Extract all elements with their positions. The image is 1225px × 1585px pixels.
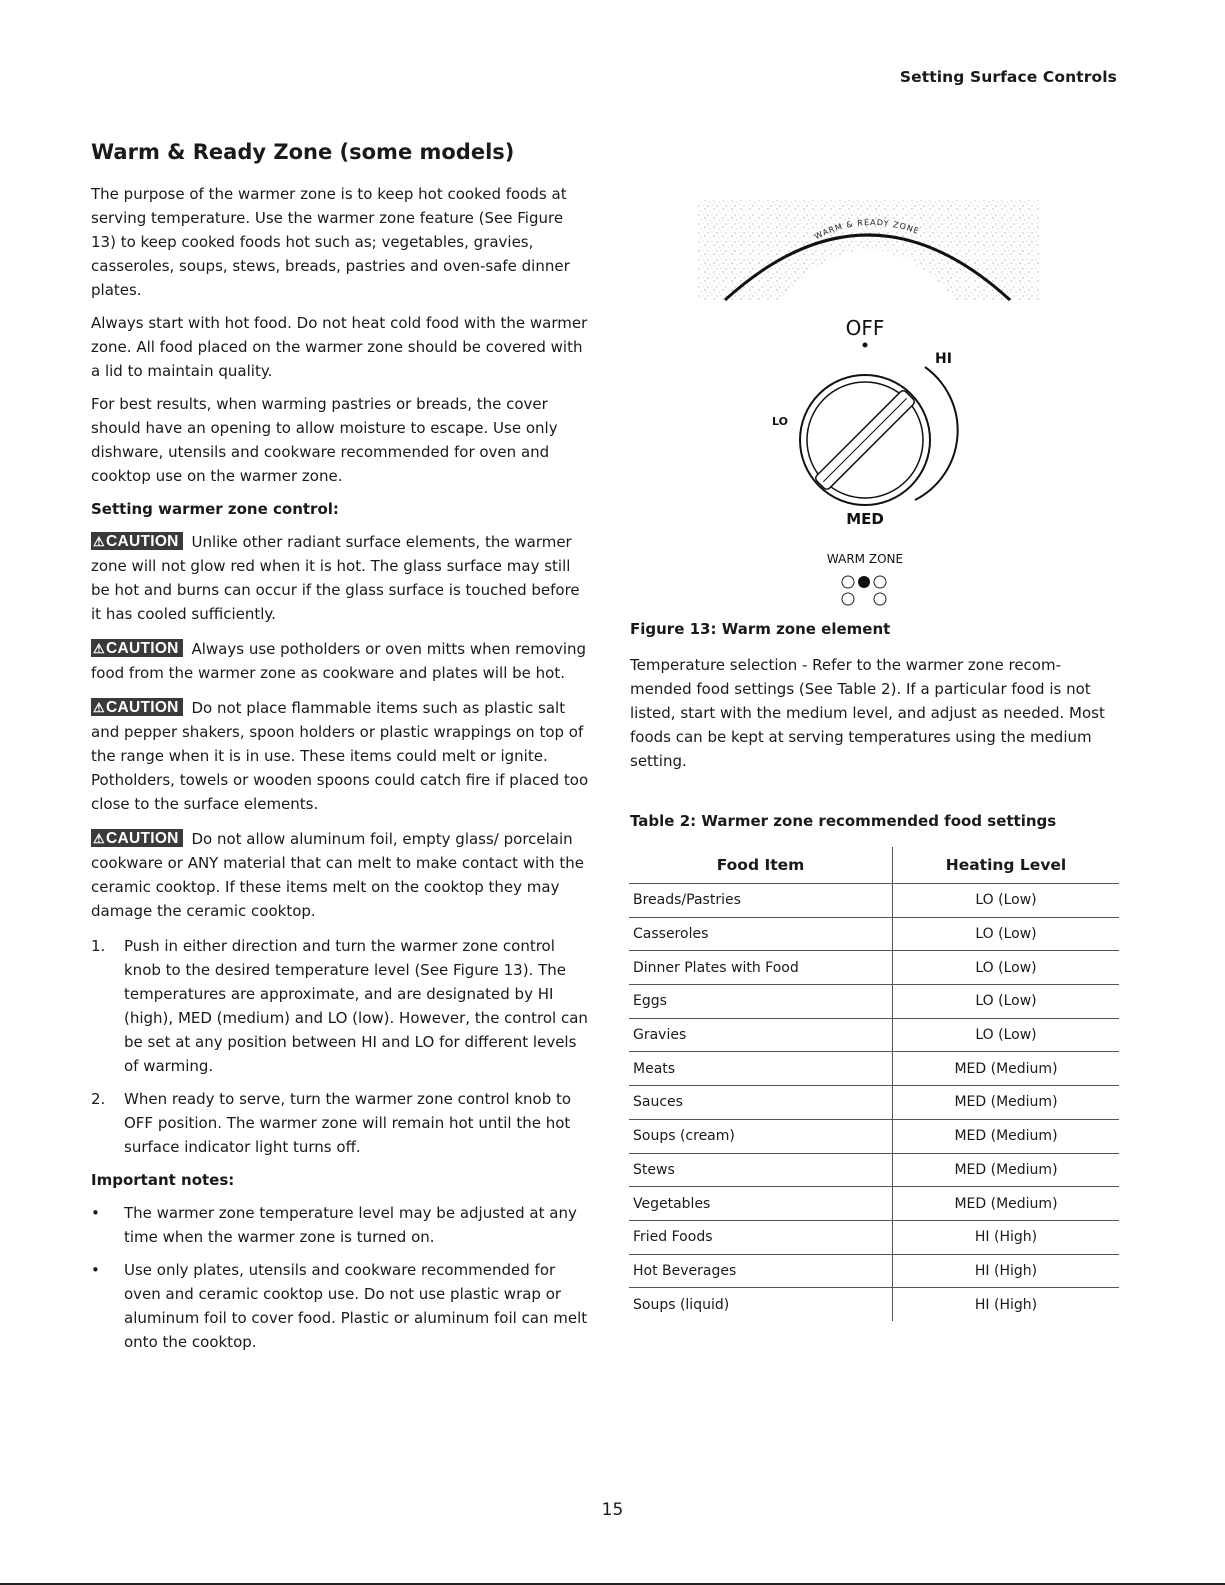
table-row bbox=[629, 884, 1119, 918]
caution-badge: ⚠CAUTION bbox=[91, 639, 183, 657]
warm-zone-label: WARM ZONE bbox=[826, 552, 904, 566]
table-row bbox=[629, 1153, 1119, 1187]
heating-level-cell: LO (Low) bbox=[893, 917, 1120, 951]
table-row bbox=[629, 985, 1119, 1019]
table-row bbox=[629, 1254, 1119, 1288]
caution-text: Always use potholders or oven mitts when removing food from the warmer zone as cookware and plates will be hot. bbox=[91, 640, 587, 682]
table-row bbox=[629, 1220, 1119, 1254]
food-item-cell: Sauces bbox=[629, 1086, 893, 1120]
warm-zone-figure bbox=[680, 195, 1060, 615]
warning-triangle-icon: ⚠ bbox=[93, 700, 105, 715]
food-item-cell: Gravies bbox=[629, 1018, 893, 1052]
heating-level-cell: MED (Medium) bbox=[893, 1119, 1120, 1153]
step-text: When ready to serve, turn the warmer zone control knob to OFF position. The warmer zone will remain hot until the hot surface indicator light turns off. bbox=[124, 1090, 572, 1156]
left-column bbox=[91, 182, 591, 1363]
caution-paragraph bbox=[91, 637, 591, 685]
warning-triangle-icon: ⚠ bbox=[93, 641, 105, 656]
table-header-row bbox=[629, 847, 1119, 884]
heating-level-cell: LO (Low) bbox=[893, 884, 1120, 918]
warm-zone-diagram bbox=[680, 195, 1060, 615]
table-row bbox=[629, 1187, 1119, 1221]
heating-level-cell: HI (High) bbox=[893, 1254, 1120, 1288]
notes-list bbox=[91, 1201, 591, 1354]
note-text: Use only plates, utensils and cookware recommended for oven and ceramic cooktop use. Do not use plastic wrap or aluminum foil to cover food. Plastic or aluminum foil can melt onto the cooktop. bbox=[124, 1261, 588, 1351]
caution-paragraph bbox=[91, 530, 591, 626]
table-row bbox=[629, 917, 1119, 951]
step-number: 2. bbox=[91, 1090, 106, 1108]
food-item-cell: Hot Beverages bbox=[629, 1254, 893, 1288]
table-row bbox=[629, 1018, 1119, 1052]
page-number: 15 bbox=[601, 1500, 624, 1520]
heating-level-cell: HI (High) bbox=[893, 1220, 1120, 1254]
bullet-icon: • bbox=[91, 1204, 100, 1222]
caution-paragraph bbox=[91, 696, 591, 816]
food-item-cell: Soups (liquid) bbox=[629, 1288, 893, 1321]
setting-heading: Setting warmer zone control: bbox=[91, 500, 339, 518]
food-item-cell: Eggs bbox=[629, 985, 893, 1019]
heating-level-cell: MED (Medium) bbox=[893, 1086, 1120, 1120]
note-text: The warmer zone temperature level may be adjusted at any time when the warmer zone is turned on. bbox=[124, 1204, 577, 1246]
notes-heading: Important notes: bbox=[91, 1171, 235, 1189]
heating-level-cell: LO (Low) bbox=[893, 1018, 1120, 1052]
off-label: OFF bbox=[845, 316, 885, 340]
intro-paragraph: The purpose of the warmer zone is to keep hot cooked foods at serving temperature. Use the warmer zone feature (See Figure 13) to keep cooked foods hot such as; vegetables, gravies, casseroles, soups, stews, breads, pastries and oven-safe dinner plates. bbox=[91, 185, 570, 299]
warning-triangle-icon: ⚠ bbox=[93, 534, 105, 549]
food-item-cell: Breads/Pastries bbox=[629, 884, 893, 918]
steps-list bbox=[91, 934, 591, 1159]
table-row bbox=[629, 1288, 1119, 1321]
running-head: Setting Surface Controls bbox=[899, 68, 1117, 86]
table-row bbox=[629, 1052, 1119, 1086]
zone-locator-icon bbox=[842, 576, 886, 605]
caution-text: Do not place flammable items such as plastic salt and pepper shakers, spoon holders or plastic wrappings on top of the range when it is in use. These items could melt or ignite. Potholders, towels or wooden spoons could catch fire if placed too close to the surface elements. bbox=[91, 699, 589, 813]
heating-level-cell: MED (Medium) bbox=[893, 1052, 1120, 1086]
heating-level-cell: LO (Low) bbox=[893, 985, 1120, 1019]
caution-badge: ⚠CAUTION bbox=[91, 532, 183, 550]
list-item bbox=[91, 1087, 591, 1159]
step-number: 1. bbox=[91, 937, 106, 955]
list-item bbox=[91, 934, 591, 1078]
food-item-cell: Casseroles bbox=[629, 917, 893, 951]
caution-badge: ⚠CAUTION bbox=[91, 698, 183, 716]
food-settings-table bbox=[629, 847, 1119, 1321]
column-header-food-item: Food Item bbox=[629, 847, 893, 884]
food-item-cell: Fried Foods bbox=[629, 1220, 893, 1254]
section-title: Warm & Ready Zone (some models) bbox=[91, 140, 515, 164]
food-item-cell: Meats bbox=[629, 1052, 893, 1086]
zone-arc-label: WARM & READY ZONE bbox=[813, 217, 921, 242]
off-indicator-dot bbox=[863, 343, 868, 348]
food-item-cell: Vegetables bbox=[629, 1187, 893, 1221]
bullet-icon: • bbox=[91, 1261, 100, 1279]
temperature-selection-text: Temperature selection - Refer to the warmer zone recom-mended food settings (See Table 2). If a particular food is not listed, start with the medium level, and adjust as needed. Most foods can be kept at serving temperatures using the medium setting. bbox=[630, 656, 1105, 770]
heating-level-cell: MED (Medium) bbox=[893, 1153, 1120, 1187]
food-item-cell: Stews bbox=[629, 1153, 893, 1187]
table-row bbox=[629, 1119, 1119, 1153]
med-label: MED bbox=[846, 510, 884, 528]
warning-triangle-icon: ⚠ bbox=[93, 831, 105, 846]
heating-level-cell: MED (Medium) bbox=[893, 1187, 1120, 1221]
intro-paragraph: For best results, when warming pastries or breads, the cover should have an opening to allow moisture to escape. Use only dishware, utensils and cookware recommended for oven and cooktop use on the warmer zone. bbox=[91, 395, 558, 485]
table-row bbox=[629, 1086, 1119, 1120]
heating-level-cell: LO (Low) bbox=[893, 951, 1120, 985]
figure-caption: Figure 13: Warm zone element bbox=[630, 620, 891, 638]
step-text: Push in either direction and turn the warmer zone control knob to the desired temperature level (See Figure 13). The temperatures are approximate, and are designated by HI (high), MED (medium) and LO (low). However, the control can be set at any position between HI and LO for different levels of warming. bbox=[124, 937, 588, 1075]
food-item-cell: Soups (cream) bbox=[629, 1119, 893, 1153]
caution-text: Unlike other radiant surface elements, the warmer zone will not glow red when it is hot. The glass surface may still be hot and burns can occur if the glass surface is touched before it has cooled sufficiently. bbox=[91, 533, 580, 623]
table-row bbox=[629, 951, 1119, 985]
heating-level-cell: HI (High) bbox=[974, 1296, 1038, 1313]
list-item bbox=[91, 1258, 591, 1354]
column-header-heating-level: Heating Level bbox=[893, 847, 1120, 884]
hi-label: HI bbox=[935, 351, 952, 367]
food-item-cell: Dinner Plates with Food bbox=[629, 951, 893, 985]
caution-text: Do not allow aluminum foil, empty glass/ porcelain cookware or ANY material that can melt to make contact with the ceramic cooktop. If these items melt on the cooktop they may damage the ceramic cooktop. bbox=[91, 830, 584, 920]
table-title: Table 2: Warmer zone recommended food settings bbox=[630, 812, 1057, 830]
list-item bbox=[91, 1201, 591, 1249]
caution-paragraph bbox=[91, 827, 591, 923]
caution-badge: ⚠CAUTION bbox=[91, 829, 183, 847]
lo-label: LO bbox=[772, 415, 788, 428]
intro-paragraph: Always start with hot food. Do not heat cold food with the warmer zone. All food placed on the warmer zone should be covered with a lid to maintain quality. bbox=[91, 314, 588, 380]
